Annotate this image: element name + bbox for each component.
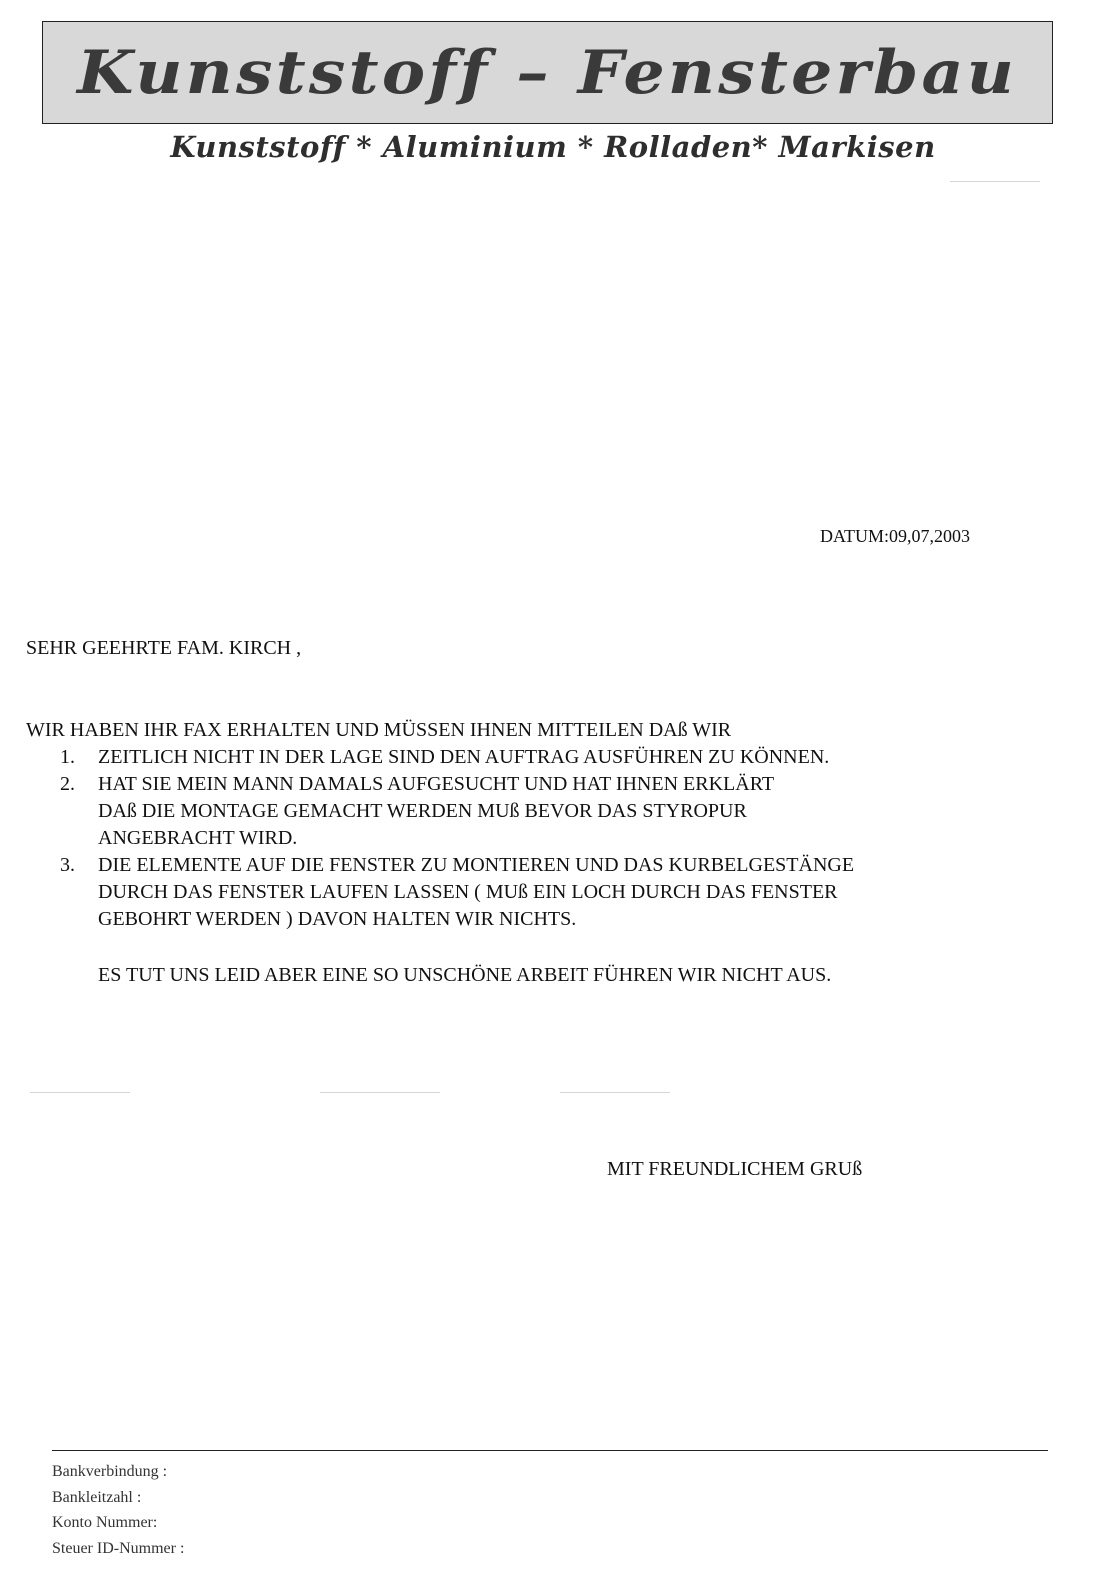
list-item-line: GEBOHRT WERDEN ) DAVON HALTEN WIR NICHTS. <box>98 908 577 930</box>
company-name: Kunststoff – Fensterbau <box>77 37 1018 108</box>
list-item-number: 3. <box>60 854 75 876</box>
footer-bank-code: Bankleitzahl : <box>52 1488 142 1506</box>
list-item-line: DIE ELEMENTE AUF DIE FENSTER ZU MONTIEREN UND DAS KURBELGESTÄNGE <box>98 854 855 876</box>
footer <box>52 1459 184 1561</box>
footer-divider <box>52 1450 1048 1451</box>
scan-artifact <box>320 1092 440 1093</box>
list-item <box>60 744 1040 771</box>
footer-tax-id: Steuer ID-Nummer : <box>52 1539 185 1557</box>
scan-artifact <box>560 1092 670 1093</box>
list-item-line: ANGEBRACHT WIRD. <box>98 827 298 849</box>
list-item-line: HAT SIE MEIN MANN DAMALS AUFGESUCHT UND HAT IHNEN ERKLÄRT <box>98 773 775 795</box>
numbered-list <box>60 744 1040 933</box>
scan-artifact <box>950 181 1040 182</box>
letterhead-banner <box>42 21 1053 124</box>
list-item-number: 2. <box>60 773 75 795</box>
letter-date: DATUM:09,07,2003 <box>820 526 971 546</box>
footer-account: Konto Nummer: <box>52 1514 158 1531</box>
salutation: SEHR GEEHRTE FAM. KIRCH , <box>26 637 302 659</box>
list-item-line: ZEITLICH NICHT IN DER LAGE SIND DEN AUFTRAG AUSFÜHREN ZU KÖNNEN. <box>98 746 830 768</box>
intro-paragraph: WIR HABEN IHR FAX ERHALTEN UND MÜSSEN IHNEN MITTEILEN DAß WIR <box>26 719 732 741</box>
closing-greeting: MIT FREUNDLICHEM GRUß <box>607 1158 863 1180</box>
closing-statement: ES TUT UNS LEID ABER EINE SO UNSCHÖNE ARBEIT FÜHREN WIR NICHT AUS. <box>98 964 832 986</box>
list-item-line: DURCH DAS FENSTER LAUFEN LASSEN ( MUß EIN LOCH DURCH DAS FENSTER <box>98 881 838 903</box>
scan-artifact <box>30 1092 130 1093</box>
list-item-number: 1. <box>60 746 75 768</box>
list-item <box>60 771 1040 852</box>
list-item <box>60 852 1040 933</box>
footer-bank: Bankverbindung : <box>52 1463 168 1480</box>
list-item-line: DAß DIE MONTAGE GEMACHT WERDEN MUß BEVOR DAS STYROPUR <box>98 800 747 822</box>
company-subtitle: Kunststoff * Aluminium * Rolladen* Markisen <box>170 130 936 164</box>
